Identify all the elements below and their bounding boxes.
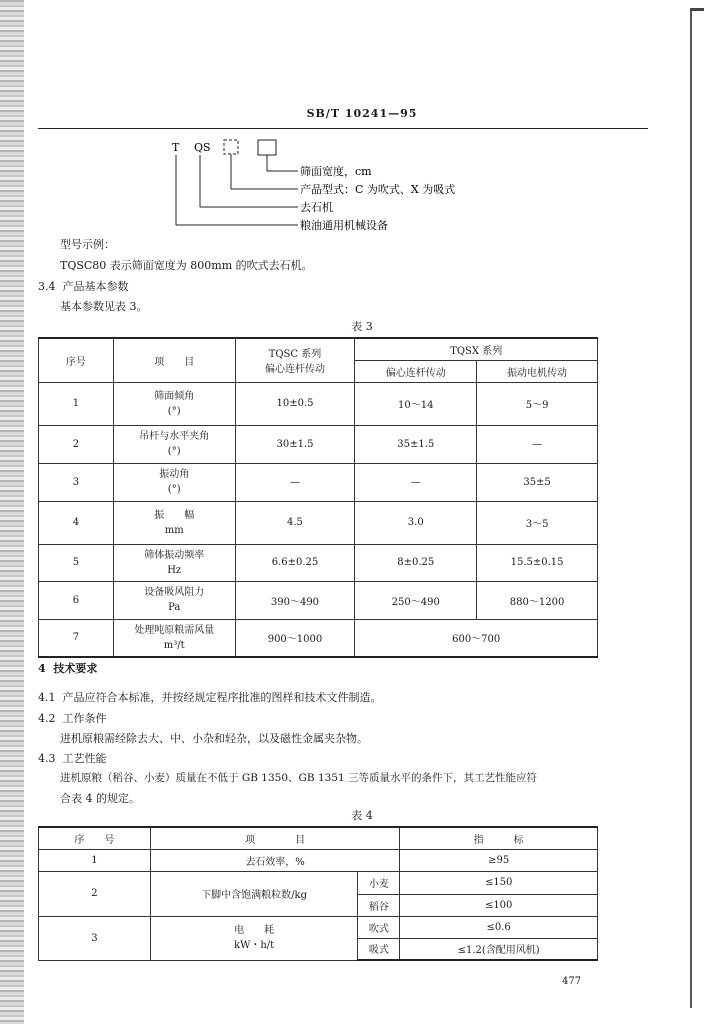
table4-cell-item: 去石效率，% — [150, 849, 400, 871]
table3-cell-item — [113, 382, 235, 425]
model-label-width: 筛面宽度，cm — [300, 165, 372, 178]
table3-col-tqsc-line2: 偏心连杆传动 — [264, 364, 325, 376]
table3-cell-item — [113, 619, 235, 657]
section-4-heading — [38, 660, 97, 676]
table4-cell-item: 下脚中含饱满粮粒数/kg — [150, 871, 358, 916]
table3-cell-tqsx-a: 3.0 — [355, 501, 477, 544]
model-box-type — [224, 140, 238, 154]
section-4-title: 技术要求 — [53, 662, 98, 675]
section-4-1-number: 4.1 — [38, 691, 56, 704]
scan-edge-right — [690, 8, 692, 1008]
table-row — [39, 849, 598, 871]
table3-cell-tqsc: 900～1000 — [235, 619, 355, 657]
table3-col-item: 项 目 — [113, 338, 235, 382]
scan-edge-tick — [690, 8, 704, 11]
table4-col-index: 指 标 — [400, 827, 598, 849]
table3-cell-no: 5 — [39, 544, 114, 581]
table4-cell-sub: 小麦 — [358, 871, 400, 894]
table3-item-line1: 振 幅 — [154, 509, 195, 521]
table-row — [39, 501, 598, 544]
table3-cell-tqsc: 4.5 — [235, 501, 355, 544]
example-heading: 型号示例： — [60, 238, 115, 251]
model-letter-qs: QS — [194, 141, 211, 154]
section-4-2-heading — [38, 710, 107, 726]
table3-cell-item — [113, 425, 235, 463]
section-4-1 — [38, 689, 382, 705]
table3-cell-no: 6 — [39, 581, 114, 619]
table3-item-line1: 设备吸风阻力 — [144, 587, 205, 598]
header-rule — [38, 128, 648, 129]
table4-cell-no: 1 — [39, 849, 151, 871]
table3-col-tqsc — [235, 338, 355, 382]
section-3-4-text: 基本参数见表 3。 — [60, 300, 148, 313]
table3-cell-tqsc: 30±1.5 — [235, 425, 355, 463]
table3-caption: 表 3 — [351, 320, 373, 333]
table-row — [39, 916, 598, 938]
table3-item-line2: mm — [164, 524, 184, 536]
table-row — [39, 425, 598, 463]
section-3-4-number: 3.4 — [38, 280, 56, 293]
table3-cell-tqsx-a: 250～490 — [355, 581, 477, 619]
table3-item-line1: 筛面倾角 — [154, 390, 195, 402]
table4-header-row — [39, 827, 598, 849]
section-4-3-heading — [38, 750, 107, 766]
table4-cell-no: 3 — [39, 916, 151, 960]
table3-cell-tqsx-b: 880～1200 — [477, 581, 598, 619]
table3-cell-tqsc: 390～490 — [235, 581, 355, 619]
table4-col-item: 项 目 — [150, 827, 400, 849]
table3-col-tqsc-line1: TQSC 系列 — [268, 349, 322, 361]
standard-code: SB/T 10241—95 — [306, 107, 418, 120]
model-letter-t: T — [172, 141, 180, 154]
table3-cell-tqsx-b: 15.5±0.15 — [477, 544, 598, 581]
table-row — [39, 382, 598, 425]
table3-item-line1: 处理吨原粮需风量 — [134, 624, 215, 636]
table3-col-tqsx-b: 振动电机传动 — [477, 360, 598, 382]
table3-cell-no: 1 — [39, 382, 114, 425]
model-designation-diagram — [160, 138, 500, 238]
table3-item-line2: m³/t — [163, 639, 185, 651]
section-4-3-number: 4.3 — [38, 752, 56, 765]
table4-cell-sub: 稻谷 — [358, 894, 400, 916]
scan-edge-left — [0, 0, 24, 1024]
table3-cell-tqsx-a: 8±0.25 — [355, 544, 477, 581]
table3-cell-tqsx-a: 10～14 — [355, 382, 477, 425]
table-row — [39, 619, 598, 657]
table3-header-row-1 — [39, 338, 598, 360]
table4-cell-value: ≤1.2(含配用风机) — [400, 938, 598, 960]
table4-cell-sub: 吸式 — [358, 938, 400, 960]
table3-item-line1: 吊杆与水平夹角 — [139, 431, 210, 442]
table3-cell-tqsc: 6.6±0.25 — [235, 544, 355, 581]
table3-item-line2: Pa — [168, 602, 181, 613]
table3-cell-no: 4 — [39, 501, 114, 544]
model-label-destoner: 去石机 — [300, 201, 333, 214]
model-label-general: 粮油通用机械设备 — [300, 219, 388, 232]
section-4-2-number: 4.2 — [38, 712, 56, 725]
table3-item-line1: 振动角 — [159, 469, 190, 480]
table4-cell-value: ≤0.6 — [400, 916, 598, 938]
table3-col-no: 序号 — [39, 338, 114, 382]
table3-cell-tqsx-a: — — [355, 463, 477, 501]
table3-item-line2: (°) — [167, 405, 181, 417]
model-label-type: 产品型式：C 为吹式、X 为吸式 — [300, 183, 456, 196]
table-row — [39, 871, 598, 894]
section-4-3-text-line2: 合表 4 的规定。 — [60, 792, 140, 805]
table3-item-line2: (°) — [167, 446, 181, 457]
table4-cell-no: 2 — [39, 871, 151, 916]
table3-cell-item — [113, 463, 235, 501]
table3-cell-no: 2 — [39, 425, 114, 463]
section-4-1-text: 产品应符合本标准，并按经规定程序批准的图样和技术文件制造。 — [62, 691, 382, 704]
table4-item-line1: 电 耗 — [234, 925, 275, 936]
example-text: TQSC80 表示筛面宽度为 800mm 的吹式去石机。 — [60, 259, 313, 272]
table3-col-tqsx-a: 偏心连杆传动 — [355, 360, 477, 382]
table4-cell-item — [150, 916, 358, 960]
table3-cell-item — [113, 544, 235, 581]
table-row — [39, 581, 598, 619]
table3-cell-tqsx-b: 3～5 — [477, 501, 598, 544]
table4-caption: 表 4 — [351, 809, 373, 822]
table3-cell-no: 7 — [39, 619, 114, 657]
model-box-width — [258, 140, 276, 155]
table3-cell-item — [113, 501, 235, 544]
table3-cell-item — [113, 581, 235, 619]
table-row — [39, 463, 598, 501]
section-4-number: 4 — [38, 662, 46, 675]
section-3-4-heading — [38, 278, 129, 294]
table3-cell-tqsx-a: 35±1.5 — [355, 425, 477, 463]
table4-cell-sub: 吹式 — [358, 916, 400, 938]
table3-cell-tqsx-b: 35±5 — [477, 463, 598, 501]
table3-cell-tqsc: 10±0.5 — [235, 382, 355, 425]
section-3-4-title: 产品基本参数 — [62, 280, 129, 293]
table4-cell-value: ≤100 — [400, 894, 598, 916]
table3-cell-tqsx-b: — — [477, 425, 598, 463]
table4-col-no: 序 号 — [39, 827, 151, 849]
table3-col-tqsx: TQSX 系列 — [355, 338, 598, 360]
table4 — [38, 826, 598, 961]
table3-item-line1: 筛体振动频率 — [144, 549, 205, 561]
table3-cell-tqsx-merged: 600～700 — [355, 619, 598, 657]
table4-cell-value: ≥95 — [400, 849, 598, 871]
table4-cell-value: ≤150 — [400, 871, 598, 894]
table3-item-line2: Hz — [167, 564, 182, 576]
page-number: 477 — [562, 976, 582, 987]
table3-cell-tqsx-b: 5～9 — [477, 382, 598, 425]
section-4-3-text-line1: 进机原粮（稻谷、小麦）质量在不低于 GB 1350、GB 1351 三等质量水平的条件下，其工艺性能应符 — [60, 772, 537, 784]
table3-cell-tqsc: — — [235, 463, 355, 501]
section-4-2-text: 进机原粮需经除去大、中、小杂和轻杂，以及磁性金属夹杂物。 — [60, 732, 368, 745]
table3-cell-no: 3 — [39, 463, 114, 501]
table4-item-line2: kW・h/t — [234, 940, 275, 951]
section-4-2-title: 工作条件 — [62, 712, 107, 725]
section-4-3-title: 工艺性能 — [62, 752, 107, 765]
table3 — [38, 337, 598, 658]
table-row — [39, 544, 598, 581]
table3-item-line2: (°) — [167, 484, 181, 495]
